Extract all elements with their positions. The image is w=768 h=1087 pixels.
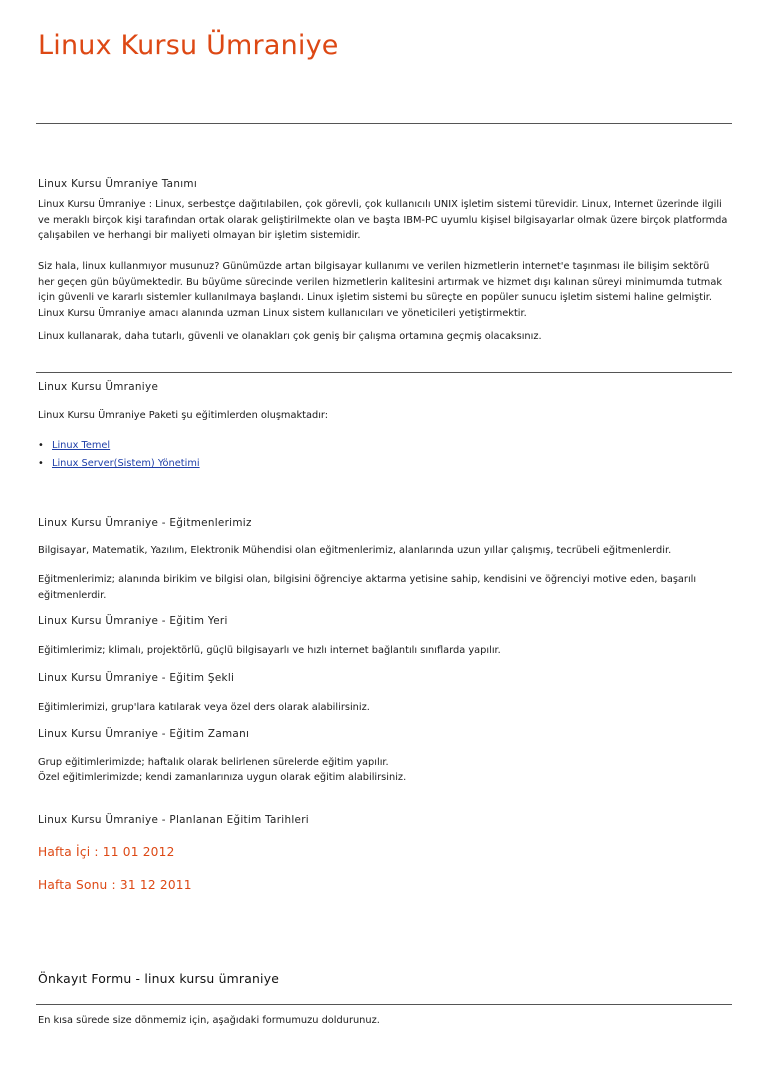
weekday-date: Hafta İçi : 11 01 2012 bbox=[38, 845, 175, 859]
definition-heading: Linux Kursu Ümraniye Tanımı bbox=[38, 178, 198, 190]
location-heading: Linux Kursu Ümraniye - Eğitim Yeri bbox=[38, 615, 228, 627]
link-linux-server[interactable]: Linux Server(Sistem) Yönetimi bbox=[52, 458, 200, 469]
format-heading: Linux Kursu Ümraniye - Eğitim Şekli bbox=[38, 672, 235, 684]
package-heading: Linux Kursu Ümraniye bbox=[38, 381, 159, 393]
instructors-paragraph-2: Eğitmenlerimiz; alanında birikim ve bilgisi olan, bilgisini öğrenciye aktarma yetisine sahip, kendisini ve öğrenciyi motive eden, başarılı eğitmenlerdir. bbox=[38, 574, 697, 601]
timing-heading: Linux Kursu Ümraniye - Eğitim Zamanı bbox=[38, 728, 250, 740]
form-intro: En kısa sürede size dönmemiz için, aşağıdaki formumuzu doldurunuz. bbox=[38, 1015, 380, 1026]
location-paragraph: Eğitimlerimiz; klimalı, projektörlü, güçlü bilgisayarlı ve hızlı internet bağlantılı sınıflarda yapılır. bbox=[38, 645, 501, 656]
why-linux-paragraph: Siz hala, linux kullanmıyor musunuz? Günümüzde artan bilgisayar kullanımı ve verilen hizmetlerin internet'e taşınması ile bilişim sektörü her geçen gün büyümektedir. Bu büyüme sürecinde verilen hizmetlerin kalitesini artırmak ve hizmet dışı kalınan süreyi minimumda tutmak için güvenli ve kararlı sistemler kullanılmaya başlandı. Linux işletim sistemi bu süreçte en popüler sunucu işletim sistemi haline gelmiştir. Linux Kursu Ümraniye amacı alanında uzman Linux sistem kullanıcıları ve yöneticileri yetiştirmektir. bbox=[38, 261, 723, 319]
form-title: Önkayıt Formu - linux kursu ümraniye bbox=[38, 971, 280, 986]
definition-paragraph: Linux Kursu Ümraniye : Linux, serbestçe dağıtılabilen, çok görevli, çok kullanıcılı UNIX işletim sistemi türevidir. Linux, Internet üzerinde ilgili ve meraklı birçok kişi tarafından ortak olarak geliştirilmekte olan ve başta IBM-PC uyumlu kişisel bilgisayarlar olmak üzere birçok platformda çalışabilen ve herhangi bir maliyeti olmayan bir işletim sistemidir. bbox=[38, 199, 728, 241]
header-divider bbox=[36, 123, 732, 124]
course-list bbox=[38, 437, 200, 473]
link-linux-temel[interactable]: Linux Temel bbox=[52, 440, 111, 451]
timing-line-group: Grup eğitimlerimizde; haftalık olarak belirlenen sürelerde eğitim yapılır. bbox=[38, 757, 389, 768]
weekend-date: Hafta Sonu : 31 12 2011 bbox=[38, 878, 192, 892]
bullet-icon: • bbox=[38, 440, 44, 451]
instructors-heading: Linux Kursu Ümraniye - Eğitmenlerimiz bbox=[38, 517, 252, 529]
format-paragraph: Eğitimlerimizi, grup'lara katılarak veya özel ders olarak alabilirsiniz. bbox=[38, 702, 370, 713]
page-title: Linux Kursu Ümraniye bbox=[38, 30, 339, 61]
dates-heading: Linux Kursu Ümraniye - Planlanan Eğitim Tarihleri bbox=[38, 814, 309, 826]
instructors-paragraph-1: Bilgisayar, Matematik, Yazılım, Elektronik Mühendisi olan eğitmenlerimiz, alanlarında uzun yıllar çalışmış, tecrübeli eğitmenlerdir. bbox=[38, 545, 672, 556]
bullet-icon: • bbox=[38, 458, 44, 469]
form-divider bbox=[36, 1004, 732, 1005]
list-item bbox=[38, 437, 200, 455]
list-item bbox=[38, 455, 200, 473]
timing-line-private: Özel eğitimlerimizde; kendi zamanlarınıza uygun olarak eğitim alabilirsiniz. bbox=[38, 772, 407, 783]
section-divider bbox=[36, 372, 732, 373]
package-intro: Linux Kursu Ümraniye Paketi şu eğitimlerden oluşmaktadır: bbox=[38, 410, 329, 421]
benefit-paragraph: Linux kullanarak, daha tutarlı, güvenli ve olanakları çok geniş bir çalışma ortamına geçmiş olacaksınız. bbox=[38, 331, 542, 342]
